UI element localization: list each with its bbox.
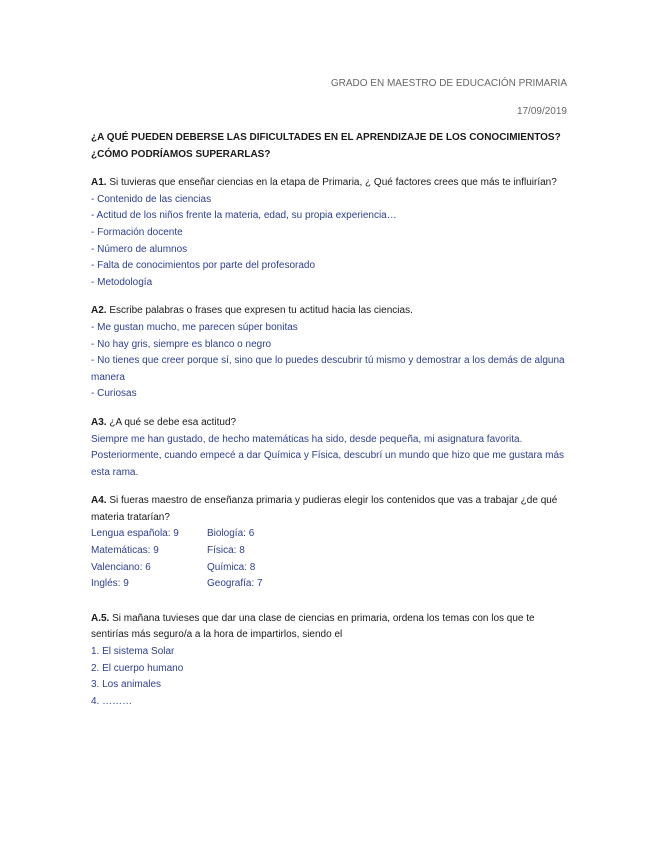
section-a2 <box>91 303 571 403</box>
answer-item: - No hay gris, siempre es blanco o negro <box>91 338 272 350</box>
answer-item: - Curiosas <box>91 388 137 400</box>
section-a3 <box>91 415 571 481</box>
question-text: Si mañana tuvieses que dar una clase de ciencias en primaria, ordena los temas con los que te sentirías más seguro/a a la hora de impartirlos, siendo el <box>91 612 535 641</box>
subject-score: Lengua española: 9 <box>91 528 179 540</box>
title-line-2: ¿CÓMO PODRÍAMOS SUPERARLAS? <box>91 148 271 160</box>
subject-score: Valenciano: 6 <box>91 561 151 573</box>
question-label: A4. <box>91 495 107 507</box>
question-label: A2. <box>91 305 107 317</box>
section-a1 <box>91 175 571 291</box>
question-text: Escribe palabras o frases que expresen tu actitud hacia las ciencias. <box>106 305 413 317</box>
topic-item: 1. El sistema Solar <box>91 646 175 658</box>
subject-score: Matemáticas: 9 <box>91 545 159 557</box>
question-a1 <box>91 175 571 192</box>
program-header: GRADO EN MAESTRO DE EDUCACIÓN PRIMARIA <box>330 78 567 89</box>
answer-item: - Número de alumnos <box>91 243 188 255</box>
question-a4 <box>91 493 571 526</box>
topic-item: 4. ……… <box>91 695 133 707</box>
subject-score: Inglés: 9 <box>91 578 129 590</box>
question-a3 <box>91 415 571 432</box>
question-label: A.5. <box>91 612 110 624</box>
subject-score: Geografía: 7 <box>207 578 263 590</box>
answer-item: - Actitud de los niños frente la materia, edad, su propia experiencia… <box>91 210 397 222</box>
question-a5 <box>91 611 571 644</box>
question-text: Si tuvieras que enseñar ciencias en la etapa de Primaria, ¿ Qué factores crees que más te influirían? <box>106 177 557 189</box>
answer-paragraph: Siempre me han gustado, de hecho matemáticas ha sido, desde pequeña, mi asignatura favorita. Posteriormente, cuando empecé a dar Química y Física, descubrí un mundo que hizo que me gustara más esta rama. <box>91 433 565 478</box>
question-a2 <box>91 303 571 320</box>
topic-item: 2. El cuerpo humano <box>91 662 184 674</box>
date-header: 17/09/2019 <box>516 106 567 117</box>
question-text: Si fueras maestro de enseñanza primaria y pudieras elegir los contenidos que vas a trabajar ¿de qué materia tratarían? <box>91 495 558 523</box>
section-a4 <box>91 493 571 593</box>
question-label: A3. <box>91 416 107 428</box>
subject-score: Química: 8 <box>207 561 256 573</box>
answer-item: - Me gustan mucho, me parecen súper bonitas <box>91 321 298 333</box>
question-text: ¿A qué se debe esa actitud? <box>106 416 237 428</box>
answer-item: - Formación docente <box>91 226 183 238</box>
subject-score: Física: 8 <box>207 545 245 557</box>
subject-score: Biología: 6 <box>207 528 255 540</box>
section-a5 <box>91 611 571 711</box>
answer-item: - Metodología <box>91 276 153 288</box>
title-line-1: ¿A QUÉ PUEDEN DEBERSE LAS DIFICULTADES EN EL APRENDIZAJE DE LOS CONOCIMIENTOS? <box>91 132 561 143</box>
subject-scores <box>91 526 571 592</box>
document-body <box>91 130 571 710</box>
answer-item: - No tienes que creer porque sí, sino que lo puedes descubrir tú mismo y demostrar a los demás de alguna manera <box>91 355 565 383</box>
topic-item: 3. Los animales <box>91 679 162 691</box>
answer-item: - Contenido de las ciencias <box>91 193 212 205</box>
answer-item: - Falta de conocimientos por parte del profesorado <box>91 260 316 272</box>
question-label: A1. <box>91 177 107 189</box>
